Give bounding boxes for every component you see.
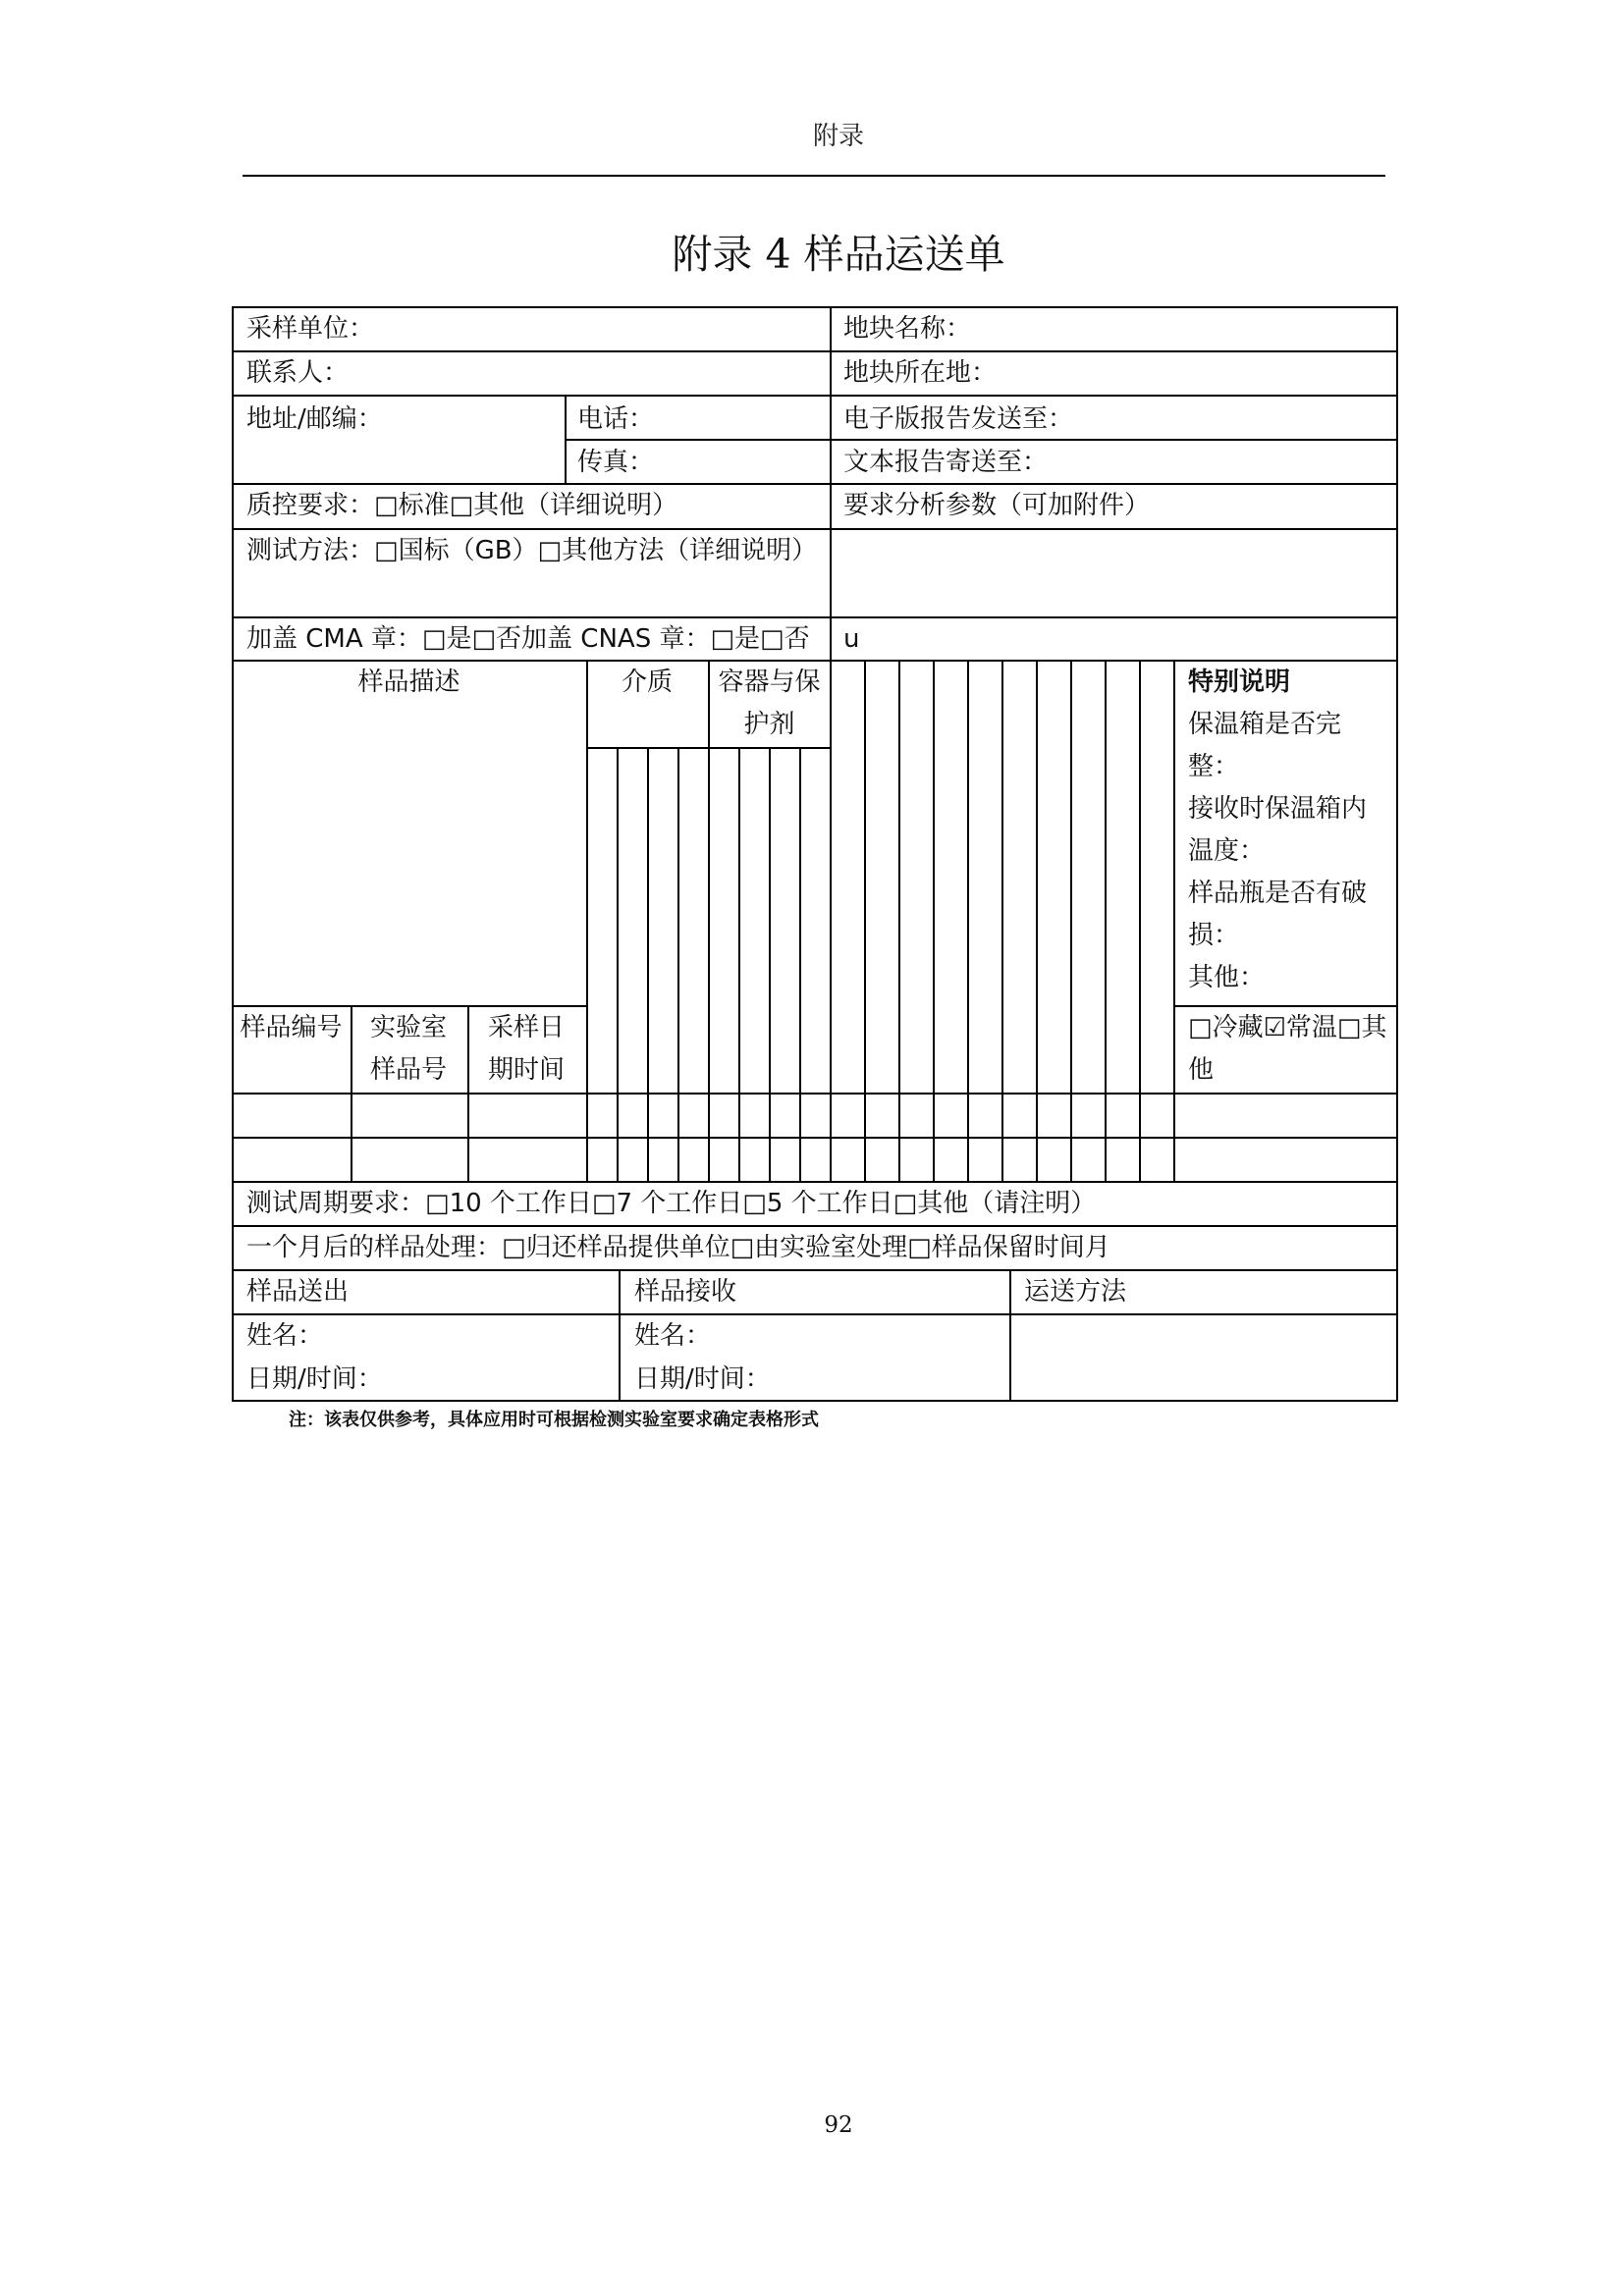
plot-location-field[interactable]: 地块所在地：: [843, 358, 998, 388]
column-rule: [898, 660, 900, 1182]
column-rule: [1001, 660, 1003, 1182]
sampling-datetime-header: 采样日期时间: [487, 1013, 565, 1085]
contact-field[interactable]: 联系人：: [246, 358, 350, 388]
special-notes-title: 特别说明: [1188, 667, 1291, 697]
column-rule: [617, 747, 619, 1182]
column-rule: [586, 660, 588, 1182]
column-rule: [738, 747, 740, 1182]
column-rule: [1009, 1269, 1011, 1401]
row-rule: [232, 1313, 1398, 1315]
column-rule: [232, 306, 234, 1402]
running-header: 附录: [812, 122, 864, 151]
column-rule: [1139, 660, 1141, 1182]
row-rule: [232, 1400, 1398, 1402]
sample-description-header: 样品描述: [357, 667, 460, 697]
container-preservative-header: 容器与保护剂: [718, 667, 821, 739]
special-notes-body[interactable]: 保温箱是否完整： 接收时保温箱内温度： 样品瓶是否有破损： 其他：: [1188, 710, 1368, 992]
column-rule: [467, 1005, 469, 1182]
row-rule: [232, 350, 1398, 352]
text-report-field[interactable]: 文本报告寄送至：: [843, 448, 1049, 477]
column-rule: [1070, 660, 1072, 1182]
column-rule: [830, 306, 832, 660]
document-title: 附录 4 样品运送单: [672, 231, 1005, 278]
receiver-datetime-field[interactable]: 日期/时间：: [634, 1364, 771, 1394]
sample-no-header: 样品编号: [240, 1013, 343, 1042]
column-rule: [708, 660, 710, 1182]
column-rule: [864, 660, 866, 1182]
column-rule: [1105, 660, 1107, 1182]
column-rule: [769, 747, 771, 1182]
column-rule: [933, 660, 935, 1182]
transport-method-header: 运送方法: [1024, 1277, 1127, 1307]
phone-field[interactable]: 电话：: [577, 404, 655, 434]
page-number: 92: [824, 2112, 853, 2138]
row-rule: [232, 1093, 1398, 1095]
column-rule: [565, 395, 567, 483]
row-rule: [232, 1269, 1398, 1271]
stamp-field[interactable]: 加盖 CMA 章：□是□否加盖 CNAS 章：□是□否: [246, 624, 810, 654]
row-rule: [232, 395, 1398, 397]
sender-name-field[interactable]: 姓名：: [246, 1321, 324, 1351]
receiver-name-field[interactable]: 姓名：: [634, 1321, 712, 1351]
column-rule: [799, 747, 801, 1182]
footnote: 注：该表仅供参考，具体应用时可根据检测实验室要求确定表格形式: [289, 1410, 819, 1430]
sample-disposal-field[interactable]: 一个月后的样品处理：□归还样品提供单位□由实验室处理□样品保留时间月: [246, 1233, 1110, 1262]
fax-field[interactable]: 传真：: [577, 448, 655, 477]
test-method-field[interactable]: 测试方法：□国标（GB）□其他方法（详细说明）: [246, 536, 818, 565]
column-rule: [677, 747, 679, 1182]
column-rule: [1036, 660, 1038, 1182]
address-field[interactable]: 地址/邮编：: [246, 404, 383, 434]
column-rule: [967, 660, 969, 1182]
email-report-field[interactable]: 电子版报告发送至：: [843, 404, 1074, 434]
column-rule: [1173, 660, 1175, 1182]
analysis-params-field[interactable]: 要求分析参数（可加附件）: [843, 491, 1151, 520]
column-rule: [351, 1005, 352, 1182]
column-rule: [1396, 306, 1398, 1402]
sampling-unit-field[interactable]: 采样单位：: [246, 314, 375, 344]
sample-sent-header: 样品送出: [246, 1277, 350, 1307]
medium-header: 介质: [621, 667, 673, 697]
sample-received-header: 样品接收: [634, 1277, 737, 1307]
row-rule: [232, 306, 1398, 308]
column-rule: [619, 1269, 621, 1401]
column-rule: [647, 747, 649, 1182]
column-rule: [830, 660, 832, 1182]
stamp-extra-text: u: [843, 624, 860, 654]
sender-datetime-field[interactable]: 日期/时间：: [246, 1364, 383, 1394]
qc-requirement-field[interactable]: 质控要求：□标准□其他（详细说明）: [246, 491, 678, 520]
row-rule: [232, 1137, 1398, 1139]
storage-options[interactable]: □冷藏☑常温□其他: [1188, 1013, 1387, 1085]
plot-name-field[interactable]: 地块名称：: [843, 314, 972, 344]
lab-sample-no-header: 实验室样品号: [369, 1013, 447, 1085]
test-period-field[interactable]: 测试周期要求：□10 个工作日□7 个工作日□5 个工作日□其他（请注明）: [246, 1189, 1097, 1218]
